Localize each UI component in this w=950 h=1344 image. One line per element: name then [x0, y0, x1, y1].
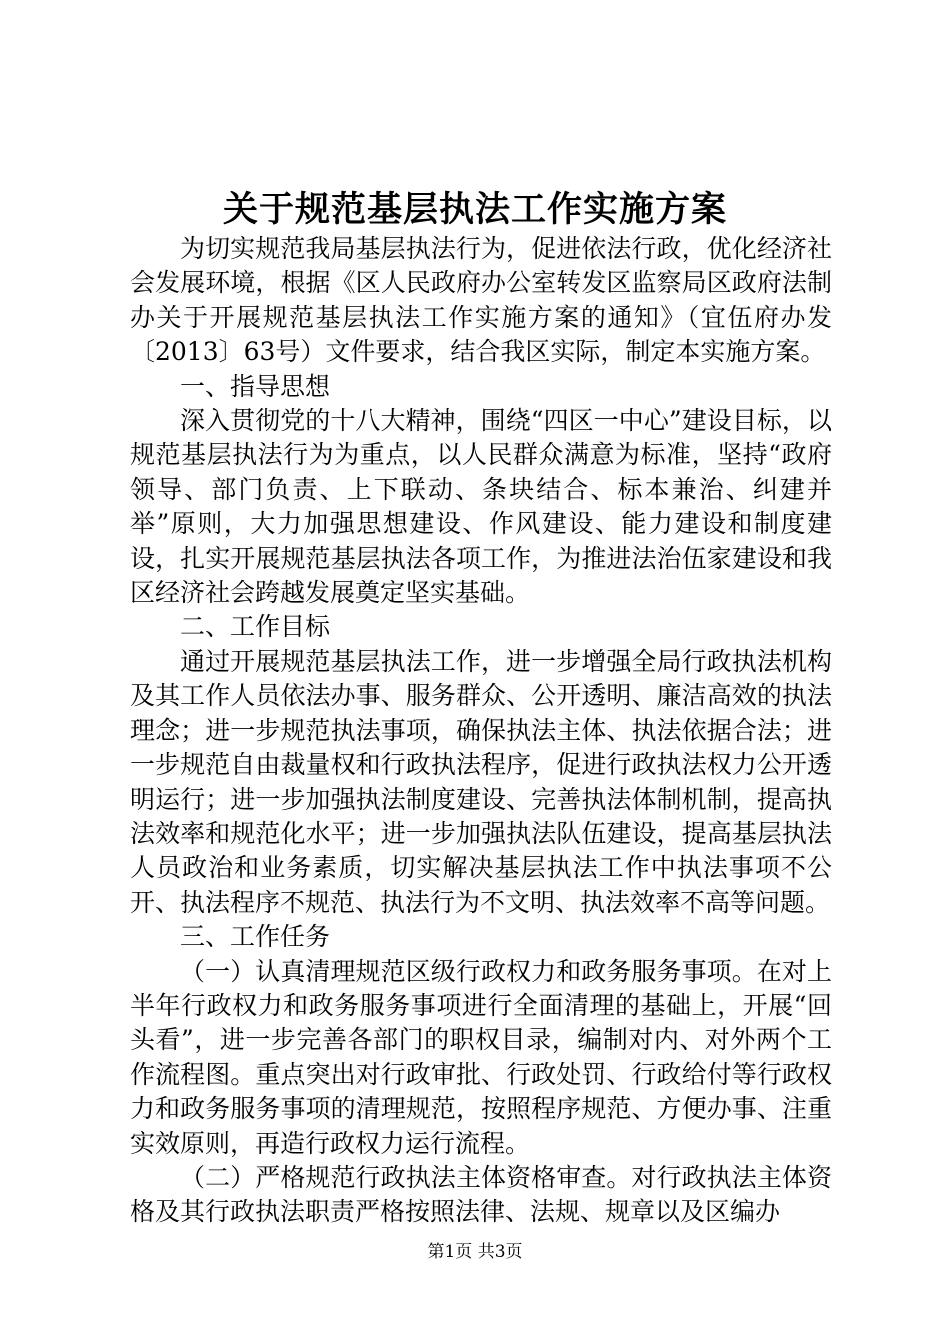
paragraph-guiding-ideology: 深入贯彻党的十八大精神，围绕“四区一中心”建设目标，以规范基层执法行为为重点，以人民群众满意为标准，坚持“政府领导、部门负责、上下联动、条块结合、标本兼治、纠建并举”原则，大力加强思想建设、作风建设、能力建设和制度建设，扎实开展规范基层执法各项工作，为推进法治伍家建设和我区经济社会跨越发展奠定坚实基础。 [130, 406, 832, 608]
paragraph-intro: 为切实规范我局基层执法行为，促进依法行政，优化经济社会发展环境，根据《区人民政府办公室转发区监察局区政府法制办关于开展规范基层执法工作实施方案的通知》（宜伍府办发〔2013〕63号）文件要求，结合我区实际，制定本实施方案。 [130, 234, 832, 367]
page-number-footer: 第1页 共3页 [427, 1242, 523, 1262]
document-title: 关于规范基层执法工作实施方案 [222, 189, 727, 230]
paragraph-task-1: （一）认真清理规范区级行政权力和政务服务事项。在对上半年行政权力和政务服务事项进行全面清理的基础上，开展“回头看”，进一步完善各部门的职权目录，编制对内、对外两个工作流程图。重点突出对行政审批、行政处罚、行政给付等行政权力和政务服务事项的清理规范，按照程序规范、方便办事、注重实效原则，再造行政权力运行流程。 [130, 956, 832, 1158]
heading-work-tasks: 三、工作任务 [180, 922, 331, 952]
paragraph-work-goals: 通过开展规范基层执法工作，进一步增强全局行政执法机构及其工作人员依法办事、服务群众、公开透明、廉洁高效的执法理念；进一步规范执法事项，确保执法主体、执法依据合法；进一步规范自由裁量权和行政执法程序，促进行政执法权力公开透明运行；进一步加强执法制度建设、完善执法体制机制，提高执法效率和规范化水平；进一步加强执法队伍建设，提高基层执法人员政治和业务素质，切实解决基层执法工作中执法事项不公开、执法程序不规范、执法行为不文明、执法效率不高等问题。 [130, 646, 832, 917]
paragraph-task-2: （二）严格规范行政执法主体资格审查。对行政执法主体资格及其行政执法职责严格按照法律、法规、规章以及区编办 [130, 1162, 832, 1227]
document-body [130, 232, 832, 1230]
heading-work-goals: 二、工作目标 [180, 612, 331, 642]
heading-guiding-ideology: 一、指导思想 [180, 371, 331, 401]
